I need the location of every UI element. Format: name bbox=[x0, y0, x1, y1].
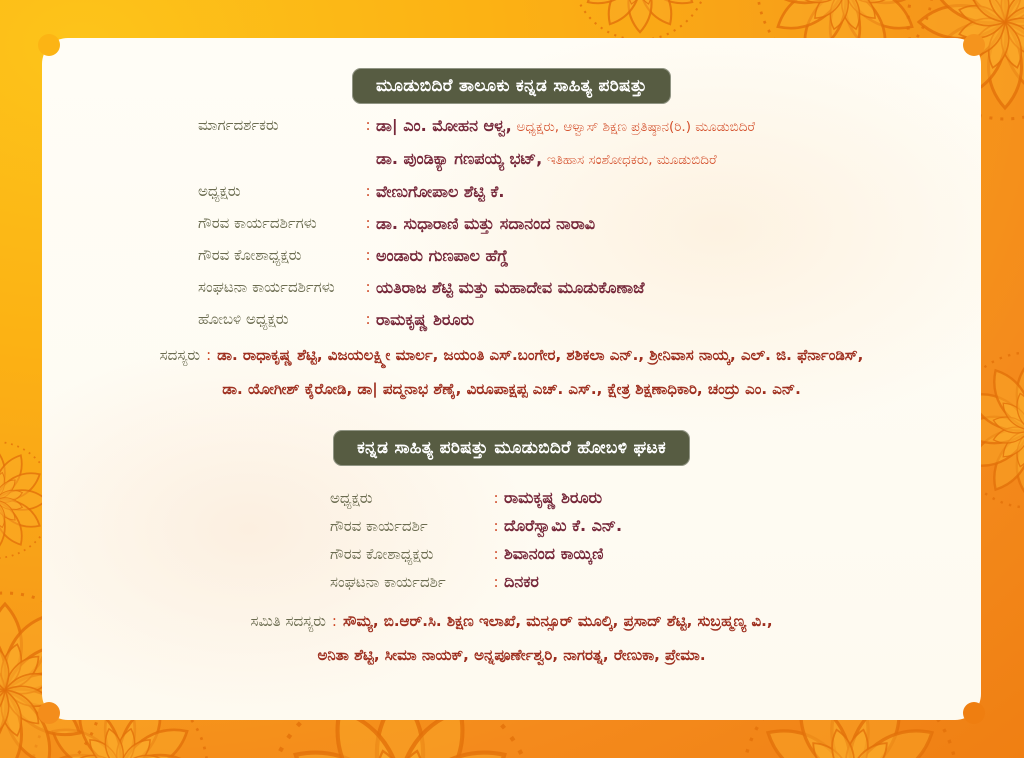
row-adhyaksharu bbox=[198, 176, 755, 208]
role-label: ಗೌರವ ಕಾರ್ಯದರ್ಶಿ bbox=[330, 517, 428, 535]
role-value: ಶಿವಾನಂದ ಕಾಯ್ಕಿಣಿ bbox=[504, 544, 604, 563]
corner-notch-top-left bbox=[38, 34, 60, 56]
role-label: ಸಂಘಟನಾ ಕಾರ್ಯದರ್ಶಿಗಳು bbox=[198, 278, 335, 296]
role-value bbox=[376, 110, 755, 176]
corner-notch-top-right bbox=[963, 34, 985, 56]
committee-line-1: ಸೌಮ್ಯ, ಬಿ.ಆರ್.ಸಿ. ಶಿಕ್ಷಣ ಇಲಾಖೆ, ಮನ್ಸೂರ್ ಮೂಲ್ಕಿ, ಪ್ರಸಾದ್ ಶೆಟ್ಟಿ, ಸುಬ್ರಹ್ಮಣ್ಯ ವಿ., bbox=[342, 612, 773, 630]
section1-office-bearers bbox=[198, 110, 755, 336]
committee-members-paragraph bbox=[90, 604, 933, 672]
role-label: ಗೌರವ ಕೋಶಾಧ್ಯಕ್ಷರು bbox=[198, 246, 302, 264]
members-line-1: ಡಾ. ರಾಧಾಕೃಷ್ಣ ಶೆಟ್ಟಿ, ವಿಜಯಲಕ್ಷ್ಮೀ ಮಾರ್ಲ, ಜಯಂತಿ ಎಸ್.ಬಂಗೇರ, ಶಶಿಕಲಾ ಎನ್., ಶ್ರೀನಿವಾಸ ನಾಯ್ಕ, ಎಲ್. ಜಿ. ಫೆರ್ನಾಂಡಿಸ್, bbox=[217, 346, 864, 364]
members-line-2: ಡಾ. ಯೋಗೀಶ್ ಕೈರೋಡಿ, ಡಾ| ಪದ್ಮನಾಭ ಶೆಣೈ, ವಿರೂಪಾಕ್ಷಪ್ಪ ಎಚ್. ಎಸ್., ಕ್ಷೇತ್ರ ಶಿಕ್ಷಣಾಧಿಕಾರಿ, ಚಂದ್ರು ಎಂ. ಎನ್. bbox=[222, 380, 801, 398]
members-label: ಸದಸ್ಯರು bbox=[159, 346, 201, 364]
colon: : bbox=[206, 346, 212, 364]
role-label: ಅಧ್ಯಕ್ಷರು bbox=[330, 489, 373, 507]
role-value: ರಾಮಕೃಷ್ಣ ಶಿರೂರು bbox=[376, 310, 475, 329]
role-label: ಹೋಬಳಿ ಅಧ್ಯಕ್ಷರು bbox=[198, 310, 289, 328]
colon: : bbox=[365, 116, 371, 134]
row-hobali-unit-karyadarshi bbox=[330, 512, 622, 540]
corner-notch-bottom-left bbox=[38, 702, 60, 724]
row-gaurava-karyadarshigalu bbox=[198, 208, 755, 240]
row-hobali-adhyaksharu bbox=[198, 304, 755, 336]
role-label: ಗೌರವ ಕೋಶಾಧ್ಯಕ್ಷರು bbox=[330, 545, 434, 563]
colon: : bbox=[331, 612, 337, 630]
section1-banner bbox=[42, 68, 981, 104]
row-sanghatana-karyadarshigalu bbox=[198, 272, 755, 304]
committee-label: ಸಮಿತಿ ಸದಸ್ಯರು bbox=[250, 612, 326, 630]
mentor-line-2: ಡಾ. ಪುಂಡಿಕ್ಯಾ ಗಣಪಯ್ಯ ಭಟ್, ಇತಿಹಾಸ ಸಂಶೋಧಕರು, ಮೂಡುಬಿದಿರೆ bbox=[376, 149, 717, 168]
row-gaurava-koshadhyaksharu bbox=[198, 240, 755, 272]
role-value: ರಾಮಕೃಷ್ಣ ಶಿರೂರು bbox=[504, 488, 603, 507]
colon: : bbox=[493, 489, 499, 507]
colon: : bbox=[365, 182, 371, 200]
colon: : bbox=[493, 517, 499, 535]
role-value: ವೇಣುಗೋಪಾಲ ಶೆಟ್ಟಿ ಕೆ. bbox=[376, 182, 505, 201]
row-hobali-unit-koshadhyaksharu bbox=[330, 540, 622, 568]
members-paragraph bbox=[90, 338, 933, 406]
section2-banner bbox=[42, 430, 981, 466]
colon: : bbox=[365, 246, 371, 264]
role-label: ಗೌರವ ಕಾರ್ಯದರ್ಶಿಗಳು bbox=[198, 214, 317, 232]
colon: : bbox=[493, 545, 499, 563]
mentor-line-1: ಡಾ| ಎಂ. ಮೋಹನ ಆಳ್ವ, ಅಧ್ಯಕ್ಷರು, ಆಳ್ವಾಸ್ ಶಿಕ್ಷಣ ಪ್ರತಿಷ್ಠಾನ(ರಿ.) ಮೂಡುಬಿದಿರೆ bbox=[376, 116, 756, 135]
colon: : bbox=[493, 573, 499, 591]
committee-line-2: ಅನಿತಾ ಶೆಟ್ಟಿ, ಸೀಮಾ ನಾಯಕ್, ಅನ್ನಪೂರ್ಣೇಶ್ವರಿ, ನಾಗರತ್ನ, ರೇಣುಕಾ, ಪ್ರೇಮಾ. bbox=[317, 646, 706, 664]
colon: : bbox=[365, 278, 371, 296]
content-panel bbox=[42, 38, 981, 720]
row-hobali-unit-sanghatana-karyadarshi bbox=[330, 568, 622, 596]
role-value: ದೊರೆಸ್ವಾಮಿ ಕೆ. ಎನ್. bbox=[504, 516, 623, 535]
role-label: ಅಧ್ಯಕ್ಷರು bbox=[198, 182, 241, 200]
colon: : bbox=[365, 310, 371, 328]
role-value: ಅಂಡಾರು ಗುಣಪಾಲ ಹೆಗ್ಡೆ bbox=[376, 246, 509, 265]
corner-notch-bottom-right bbox=[963, 702, 985, 724]
row-margadarshakaru bbox=[198, 110, 755, 176]
section2-banner-title: ಕನ್ನಡ ಸಾಹಿತ್ಯ ಪರಿಷತ್ತು ಮೂಡುಬಿದಿರೆ ಹೋಬಳಿ ಘಟಕ bbox=[333, 430, 690, 466]
section2-office-bearers bbox=[330, 484, 622, 596]
colon: : bbox=[365, 214, 371, 232]
section1-banner-title: ಮೂಡುಬಿದಿರೆ ತಾಲೂಕು ಕನ್ನಡ ಸಾಹಿತ್ಯ ಪರಿಷತ್ತು bbox=[352, 68, 671, 104]
role-label: ಸಂಘಟನಾ ಕಾರ್ಯದರ್ಶಿ bbox=[330, 573, 446, 591]
role-value: ಯತಿರಾಜ ಶೆಟ್ಟಿ ಮತ್ತು ಮಹಾದೇವ ಮೂಡುಕೊಣಾಜೆ bbox=[376, 278, 645, 297]
role-value: ಡಾ. ಸುಧಾರಾಣಿ ಮತ್ತು ಸದಾನಂದ ನಾರಾವಿ bbox=[376, 214, 596, 233]
role-value: ದಿನಕರ bbox=[504, 572, 539, 591]
role-label: ಮಾರ್ಗದರ್ಶಕರು bbox=[198, 116, 279, 134]
row-hobali-unit-adhyaksharu bbox=[330, 484, 622, 512]
